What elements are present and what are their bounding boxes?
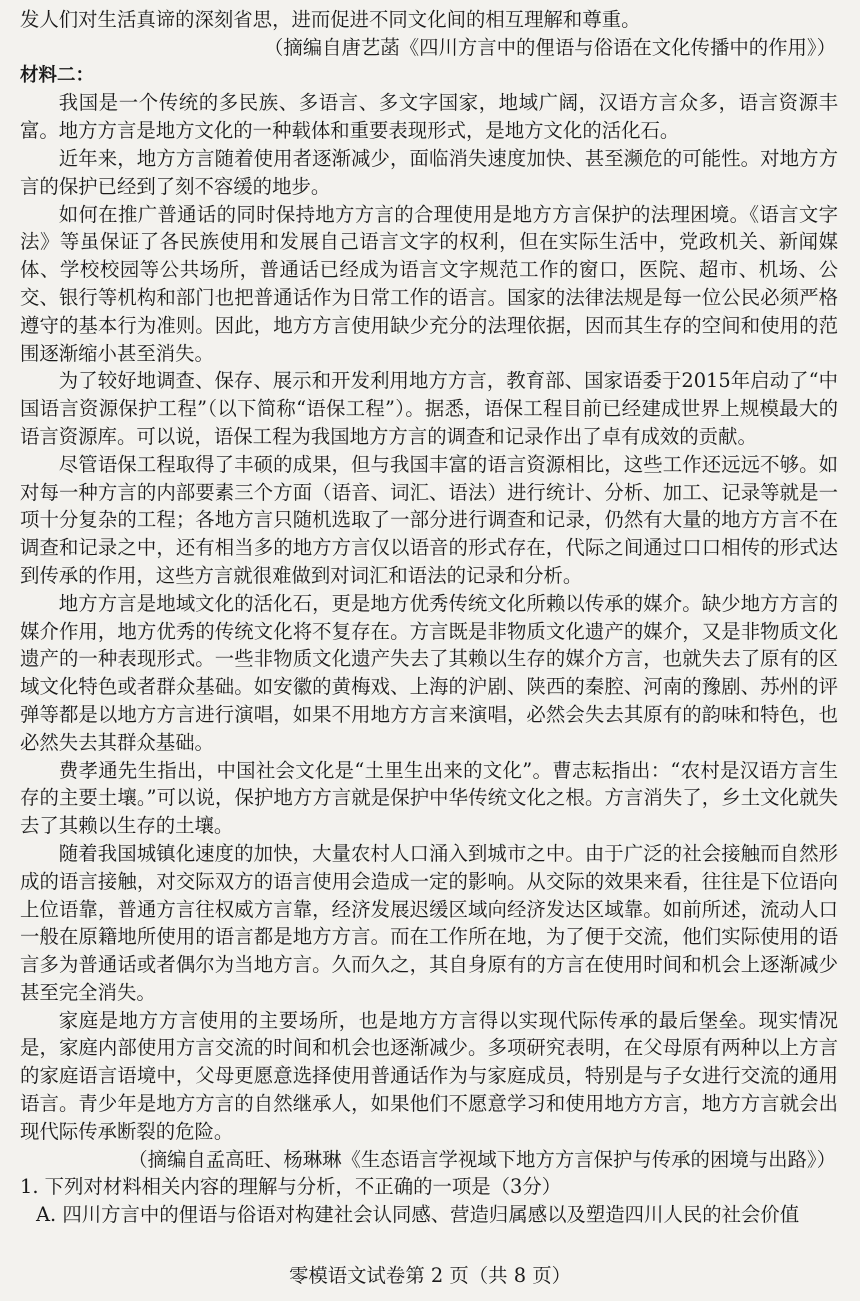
continued-line: 发人们对生活真谛的深刻省思，进而促进不同文化间的相互理解和尊重。 <box>20 8 641 31</box>
paragraph: 尽管语保工程取得了丰硕的成果，但与我国丰富的语言资源相比，这些工作还远远不够。如对每一种方言的内部要素三个方面（语音、词汇、语法）进行统计、分析、加工、记录等就是一项十分复杂的工程；各地方言只随机选取了一部分进行调查和记录，仍然有大量的地方方言不在调查和记录之中，还有相当多的地方方言仅以语音的形式存在，代际之间通过口口相传的形式达到传承的作用，这些方言就很难做到对词汇和语法的记录和分析。 <box>20 452 838 587</box>
page-footer: 零模语文试卷第 2 页（共 8 页） <box>288 1264 572 1287</box>
paragraph: 费孝通先生指出，中国社会文化是“土里生出来的文化”。曹志耘指出：“农村是汉语方言生存的主要土壤。”可以说，保护地方方言就是保护中华传统文化之根。方言消失了，乡土文化就失去了其赖以生存的土壤。 <box>20 758 838 838</box>
paragraph: 地方方言是地域文化的活化石，更是地方优秀传统文化所赖以传承的媒介。缺少地方方言的媒介作用，地方优秀的传统文化将不复存在。方言既是非物质文化遗产的媒介，又是非物质文化遗产的一种表现形式。一些非物质文化遗产失去了其赖以生存的媒介方言，也就失去了原有的区域文化特色或者群众基础。如安徽的黄梅戏、上海的沪剧、陕西的秦腔、河南的豫剧、苏州的评弹等都是以地方方言进行演唱，如果不用地方方言来演唱，必然会失去其原有的韵味和特色，也必然失去其群众基础。 <box>20 591 838 754</box>
question-1: 1. 下列对材料相关内容的理解与分析，不正确的一项是（3分） <box>20 1175 562 1199</box>
paragraph: 随着我国城镇化速度的加快，大量农村人口涌入到城市之中。由于广泛的社会接触而自然形成的语言接触，对交际双方的语言使用会造成一定的影响。从交际的效果来看，往往是下位语向上位语靠，普通方言往权威方言靠，经济发展迟缓区域向经济发达区域靠。如前所述，流动人口一般在原籍地所使用的语言都是地方方言。而在工作所在地，为了便于交流，他们实际使用的语言多为普通话或者偶尔为当地方言。久而久之，其自身原有的方言在使用时间和机会上逐渐减少甚至完全消失。 <box>20 841 838 1004</box>
source-citation-2: （摘编自孟高旺、杨琳琳《生态语言学视域下地方方言保护与传承的困境与出路》） <box>128 1147 836 1171</box>
option-a: A. 四川方言中的俚语与俗语对构建社会认同感、营造归属感以及塑造四川人民的社会价值 <box>36 1203 800 1227</box>
paragraph: 家庭是地方方言使用的主要场所，也是地方方言得以实现代际传承的最后堡垒。现实情况是，家庭内部使用方言交流的时间和机会也逐渐减少。多项研究表明，在父母原有两种以上方言的家庭语言语境中，父母更愿意选择使用普通话作为与家庭成员，特别是与子女进行交流的通用语言。青少年是地方方言的自然继承人，如果他们不愿意学习和使用地方方言，地方方言就会出现代际传承断裂的危险。 <box>20 1008 838 1143</box>
material-two-heading: 材料二： <box>20 64 95 86</box>
paragraph: 为了较好地调查、保存、展示和开发利用地方方言，教育部、国家语委于2015年启动了“中国语言资源保护工程”（以下简称“语保工程”）。据悉，语保工程目前已经建成世界上规模最大的语言资源库。可以说，语保工程为我国地方方言的调查和记录作出了卓有成效的贡献。 <box>20 369 838 448</box>
source-citation-1: （摘编自唐艺菡《四川方言中的俚语与俗语在文化传播中的作用》） <box>263 35 836 59</box>
paragraph: 如何在推广普通话的同时保持地方方言的合理使用是地方方言保护的法理困境。《语言文字法》等虽保证了各民族使用和发展自己语言文字的权利，但在实际生活中，党政机关、新闻媒体、学校校园等公共场所，普通话已经成为语言文字规范工作的窗口，医院、超市、机场、公交、银行等机构和部门也把普通话作为日常工作的语言。国家的法律法规是每一位公民必须严格遵守的基本行为准则。因此，地方方言使用缺少充分的法理依据，因而其生存的空间和使用的范围逐渐缩小甚至消失。 <box>20 202 838 365</box>
paragraph: 我国是一个传统的多民族、多语言、多文字国家，地域广阔，汉语方言众多，语言资源丰富。地方方言是地方文化的一种载体和重要表现形式，是地方文化的活化石。 <box>20 91 838 143</box>
paragraph: 近年来，地方方言随着使用者逐渐减少，面临消失速度加快、甚至濒危的可能性。对地方方言的保护已经到了刻不容缓的地步。 <box>20 146 838 198</box>
